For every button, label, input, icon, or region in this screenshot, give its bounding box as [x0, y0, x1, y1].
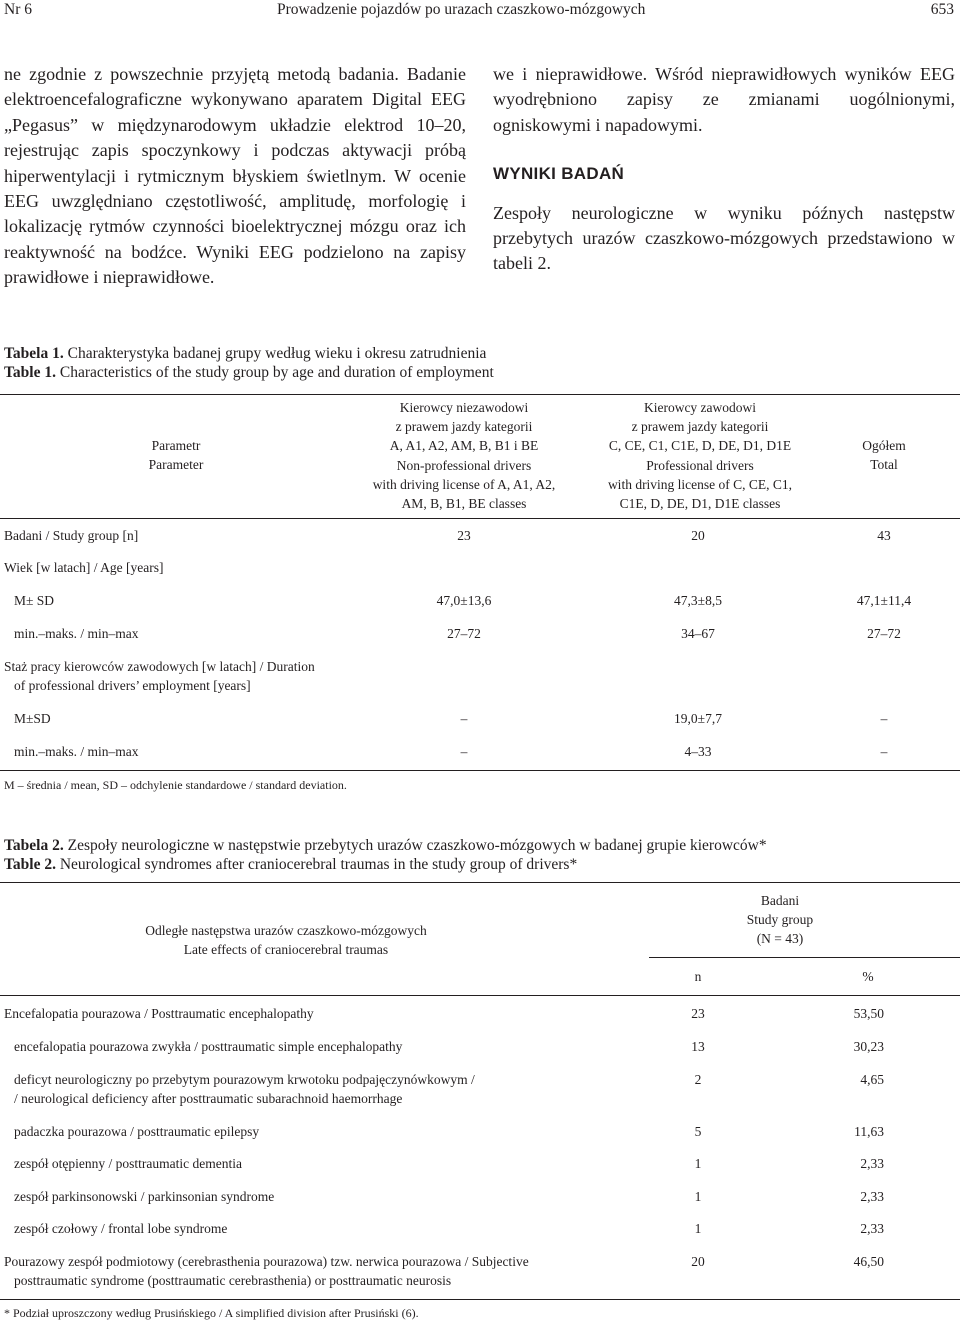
table-rule	[0, 882, 960, 883]
table-cell: 20	[691, 528, 705, 543]
column-header-parameter: Parametr Parameter	[148, 438, 204, 473]
column-header-study-group: Badani Study group (N = 43)	[746, 893, 814, 947]
table-rule	[0, 995, 960, 996]
table-cell-n: 13	[691, 1039, 705, 1054]
table2	[0, 882, 960, 1307]
table-cell-percent: 11,63	[854, 1124, 884, 1139]
table-cell: 47,0±13,6	[436, 593, 492, 608]
table-rule	[649, 957, 960, 958]
table-row-label: zespół czołowy / frontal lobe syndrome	[14, 1221, 228, 1236]
table-row-label: Encefalopatia pourazowa / Posttraumatic encephalopathy	[4, 1006, 314, 1021]
table-cell: 27–72	[447, 626, 481, 641]
table-row-label: M±SD	[14, 711, 51, 726]
table-row-label: Staż pracy kierowców zawodowych [w latach] / Duration of professional drivers’ employment [years]	[4, 659, 315, 694]
table-cell: 47,3±8,5	[674, 593, 722, 608]
table1-caption	[4, 344, 954, 382]
table-cell-percent: 30,23	[853, 1039, 884, 1054]
table-row-label: Pourazowy zespół podmiotowy (cerebrasthenia pourazowa) tzw. nerwica pourazowa / Subjective posttraumatic syndrome (posttraumatic cerebrasthenia) or posttraumatic neurosis	[4, 1254, 529, 1289]
table-row-label: M± SD	[14, 593, 55, 608]
caption-text: Charakterystyka badanej grupy według wieku i okresu zatrudnienia	[67, 345, 487, 362]
table-cell: –	[880, 711, 888, 726]
caption-label: Table 1.	[4, 364, 56, 381]
column-header-professional: Kierowcy zawodowi z prawem jazdy kategorii C, CE, C1, C1E, D, DE, D1, D1E Professional drivers with driving license of C, CE, C1, C1E, D, DE, D1, D1E classes	[607, 400, 793, 512]
caption-label: Tabela 2.	[4, 837, 64, 854]
table-cell: 43	[877, 528, 891, 543]
column-header-late-effects: Odległe następstwa urazów czaszkowo-mózgowych Late effects of craniocerebral traumas	[145, 923, 427, 958]
caption-text: Characteristics of the study group by age and duration of employment	[59, 364, 494, 381]
table-cell: 19,0±7,7	[674, 711, 722, 726]
table2-footnote: * Podział uproszczony według Prusińskiego / A simplified division after Prusiński (6).	[4, 1306, 419, 1320]
table-row-label: min.–maks. / min–max	[14, 744, 139, 759]
table-cell: –	[460, 744, 468, 759]
caption-text: Zespoły neurologiczne w następstwie przebytych urazów czaszkowo-mózgowych w badanej grupie kierowców*	[67, 837, 767, 854]
table-cell-percent: 4,65	[860, 1072, 884, 1087]
table-cell-n: 23	[691, 1006, 705, 1021]
table-row-label: Badani / Study group [n]	[4, 528, 139, 543]
table-cell: 47,1±11,4	[856, 593, 912, 608]
table-cell-n: 2	[694, 1072, 702, 1087]
table1-footnote: M – średnia / mean, SD – odchylenie standardowe / standard deviation.	[4, 778, 347, 792]
table-cell-percent: 2,33	[860, 1221, 884, 1236]
table-cell-percent: 53,50	[853, 1006, 884, 1021]
table-cell-percent: 2,33	[860, 1189, 884, 1204]
table-rule	[0, 394, 960, 395]
table-cell-n: 1	[694, 1221, 702, 1236]
table-cell: –	[880, 744, 888, 759]
table-cell-n: 20	[691, 1254, 705, 1269]
page-number: 653	[930, 1, 954, 18]
table-row-label: zespół otępienny / posttraumatic dementia	[14, 1156, 242, 1171]
table-row-label: min.–maks. / min–max	[14, 626, 139, 641]
body-paragraph: Zespoły neurologiczne w wyniku późnych następstw przebytych urazów czaszkowo-mózgowych przedstawiono w tabeli 2.	[493, 202, 955, 274]
table-cell-n: 5	[694, 1124, 702, 1139]
table-row-label: deficyt neurologiczny po przebytym pourazowym krwotoku podpajęczynówkowym / / neurological deficiency after posttraumatic subarachnoid haemorrhage	[14, 1072, 475, 1107]
table-cell-n: 1	[694, 1156, 702, 1171]
table-row-label: Wiek [w latach] / Age [years]	[4, 560, 164, 575]
table-rule	[0, 518, 960, 519]
table-cell: 34–67	[681, 626, 715, 641]
table-cell: 23	[457, 528, 471, 543]
table-row-label: padaczka pourazowa / posttraumatic epilepsy	[14, 1124, 260, 1139]
journal-issue: Nr 6	[4, 1, 32, 18]
column-header-percent: %	[862, 969, 874, 984]
column-header-nonprofessional: Kierowcy niezawodowi z prawem jazdy kategorii A, A1, A2, AM, B, B1 i BE Non-professional drivers with driving license of A, A1, A2, AM, B, B1, BE classes	[372, 400, 556, 512]
caption-text: Neurological syndromes after craniocerebral traumas in the study group of drivers*	[59, 856, 578, 873]
table-row-label: encefalopatia pourazowa zwykła / posttraumatic simple encephalopathy	[14, 1039, 403, 1054]
table-rule	[0, 770, 960, 771]
table2-caption	[4, 836, 954, 874]
table1	[0, 394, 960, 794]
section-heading: WYNIKI BADAŃ	[493, 164, 625, 184]
body-paragraph: ne zgodnie z powszechnie przyjętą metodą badania. Badanie elektroencefalograficzne wykonywano aparatem Digital EEG „Pegasus” w międzynarodowym układzie elektrod 10–20, rejestrując zapis spoczynkowy i podczas aktywacji próbą hiperwentylacji i rytmicznym błyskiem świetlnym. W ocenie EEG uwzględniano częstotliwość, amplitudę, morfologię i lokalizację rytmów czynności bioelektrycznej mózgu oraz ich reaktywność na bodźce. Wyniki EEG podzielono na zapisy prawidłowe i nieprawidłowe.	[4, 64, 466, 288]
table-cell-percent: 46,50	[853, 1254, 884, 1269]
table-cell: 27–72	[867, 626, 901, 641]
column-header-n: n	[694, 969, 702, 984]
table-rule	[0, 1299, 960, 1300]
table-row-label: zespół parkinsonowski / parkinsonian syndrome	[14, 1189, 275, 1204]
caption-label: Table 2.	[4, 856, 56, 873]
left-column	[4, 62, 466, 290]
body-paragraph-continuation: we i nieprawidłowe. Wśród nieprawidłowych wyników EEG wyodrębniono zapisy ze zmianami uogólnionymi, ogniskowymi i napadowymi.	[493, 64, 955, 135]
table-cell: 4–33	[684, 744, 712, 759]
right-column	[493, 62, 955, 277]
table-cell-n: 1	[694, 1189, 702, 1204]
running-title: Prowadzenie pojazdów po urazach czaszkowo-mózgowych	[277, 1, 646, 18]
table-cell: –	[460, 711, 468, 726]
caption-label: Tabela 1.	[4, 345, 64, 362]
column-header-total: Ogółem Total	[862, 438, 906, 473]
table-cell-percent: 2,33	[860, 1156, 884, 1171]
